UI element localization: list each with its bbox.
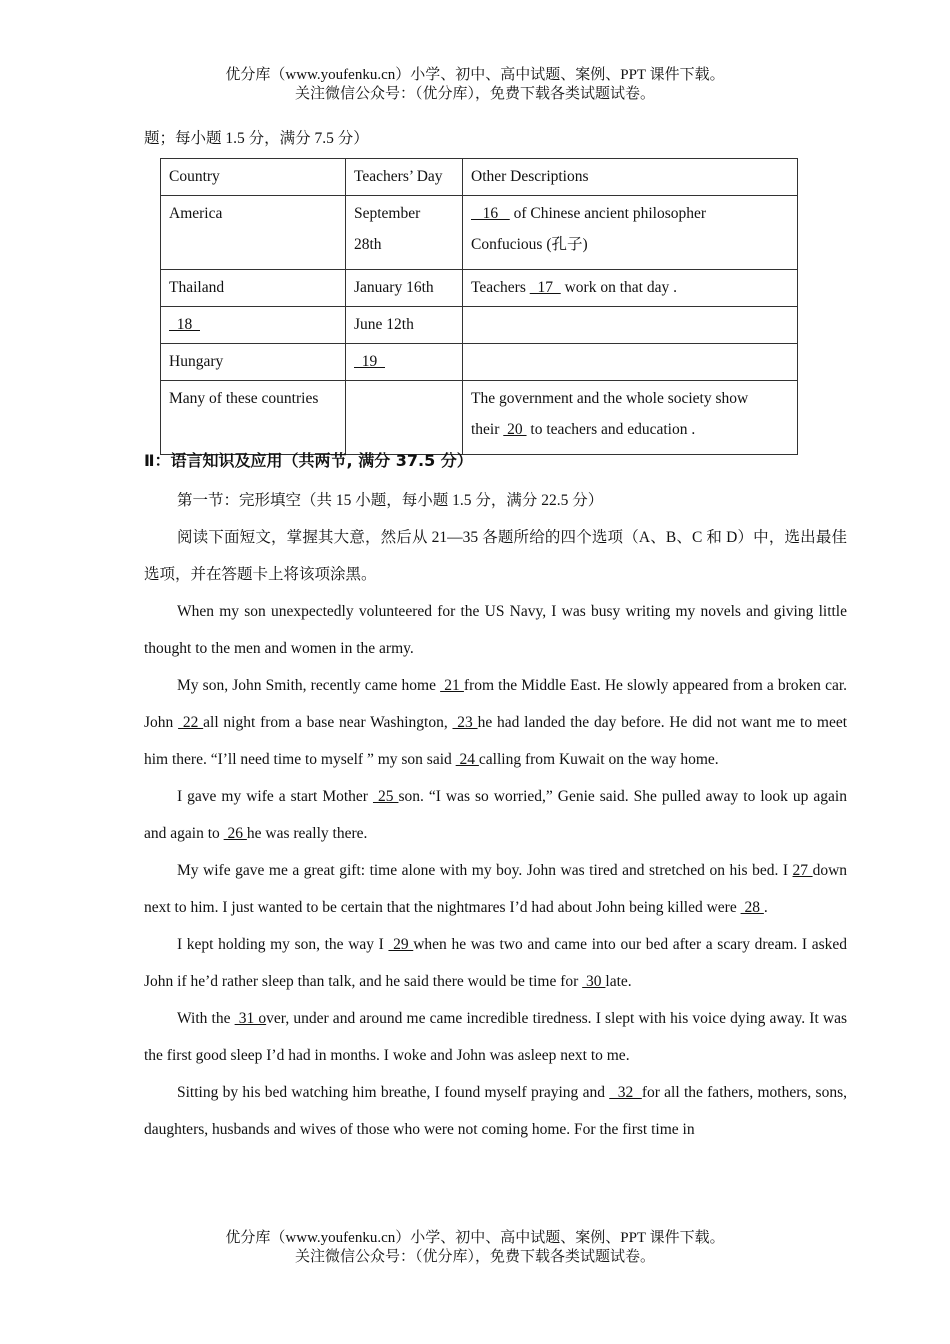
blank-19: 19 (354, 353, 385, 370)
table-row (161, 381, 798, 455)
cell-country: Hungary (161, 344, 346, 381)
paragraph-4: My wife gave me a great gift: time alone with my boy. John was tired and stretched on his bed. I 27 down next to him. I just wanted to be certain that the nightmares I’d had about John being killed were 28 . (144, 862, 848, 916)
cell-day (346, 381, 463, 455)
cell-country: Many of these countries (161, 381, 346, 455)
paragraph-2: My son, John Smith, recently came home 21 from the Middle East. He slowly appeared from a broken car. John 22 all night from a base near Washington, 23 he had landed the day before. He did not want me to meet him there. “I’ll need time to myself ” my son said 24 calling from Kuwait on the way home. (144, 677, 848, 768)
cloze-instructions: 阅读下面短文，掌握其大意，然后从 21—35 各题所给的四个选项（A、B、C 和 D）中，选出最佳选项，并在答题卡上将该项涂黑。 (144, 529, 847, 583)
paragraph-6: With the 31 over, under and around me came incredible tiredness. I slept with his voice dying away. It was the first good sleep I’d had in months. I woke and John was asleep next to me. (144, 1010, 848, 1064)
blank-28: 28 (740, 899, 764, 916)
cell-country: Thailand (161, 270, 346, 307)
blank-22: 22 (178, 714, 204, 731)
blank-18: 18 (169, 316, 200, 333)
footer-line-1: 优分库（www.youfenku.cn）小学、初中、高中试题、案例、PPT 课件下载。 (225, 1230, 725, 1246)
table-row (161, 344, 798, 381)
table-row (161, 196, 798, 270)
part-two-title: Ⅱ：语言知识及应用（共两节, 满分 37.5 分） (144, 451, 473, 470)
header-line-2: 关注微信公众号：（优分库），免费下载各类试题试卷。 (294, 86, 655, 102)
table-header-row (161, 159, 798, 196)
blank-31: 31 o (234, 1010, 267, 1027)
header-cell-day: Teachers’ Day (346, 159, 463, 196)
blank-16: 16 (471, 205, 510, 222)
blank-32: 32 (609, 1084, 642, 1101)
blank-17: 17 (529, 279, 561, 296)
page-header (0, 66, 950, 104)
paragraph-1: When my son unexpectedly volunteered for the US Navy, I was busy writing my novels and giving little thought to the men and women in the army. (144, 603, 847, 657)
cloze-passage (144, 482, 847, 1148)
section-intro: 题；每小题 1.5 分，满分 7.5 分） (144, 130, 369, 147)
paragraph-7: Sitting by his bed watching him breathe, I found myself praying and 32 for all the fathers, mothers, sons, daughters, husbands and wives of those who were not coming home. For the first time in (144, 1084, 847, 1138)
blank-30: 30 (582, 973, 606, 990)
blank-21: 21 (440, 677, 464, 694)
header-line-1: 优分库（www.youfenku.cn）小学、初中、高中试题、案例、PPT 课件下载。 (225, 67, 725, 83)
cell-desc: 16 of Chinese ancient philosopher Confucious (孔子) (463, 196, 798, 270)
blank-25: 25 (372, 788, 399, 805)
cell-day: September 28th (346, 196, 463, 270)
blank-24: 24 (455, 751, 479, 768)
header-cell-desc: Other Descriptions (463, 159, 798, 196)
blank-23: 23 (452, 714, 478, 731)
cloze-section-title: 第一节：完形填空（共 15 小题，每小题 1.5 分，满分 22.5 分） (177, 492, 604, 509)
blank-27: 27 (792, 862, 813, 879)
paragraph-5: I kept holding my son, the way I 29 when he was two and came into our bed after a scary dream. I asked John if he’d rather sleep than talk, and he said there would be time for 30 late. (144, 936, 847, 990)
table-row (161, 270, 798, 307)
blank-29: 29 (388, 936, 414, 953)
cell-desc: Teachers 17 work on that day . (463, 270, 798, 307)
teachers-day-table (160, 158, 798, 455)
cell-country: America (161, 196, 346, 270)
page-footer (0, 1229, 950, 1267)
blank-20: 20 (503, 421, 527, 438)
blank-26: 26 (223, 825, 247, 842)
cell-desc (463, 344, 798, 381)
cell-desc: The government and the whole society show their 20 to teachers and education . (463, 381, 798, 455)
cell-day: June 12th (346, 307, 463, 344)
cell-day: January 16th (346, 270, 463, 307)
paragraph-3: I gave my wife a start Mother 25 son. “I was so worried,” Genie said. She pulled away to look up again and again to 26 he was really there. (144, 788, 847, 842)
cell-desc (463, 307, 798, 344)
header-cell-country: Country (161, 159, 346, 196)
cell-day (346, 344, 463, 381)
footer-line-2: 关注微信公众号：（优分库），免费下载各类试题试卷。 (294, 1249, 655, 1265)
cell-country (161, 307, 346, 344)
table-row (161, 307, 798, 344)
